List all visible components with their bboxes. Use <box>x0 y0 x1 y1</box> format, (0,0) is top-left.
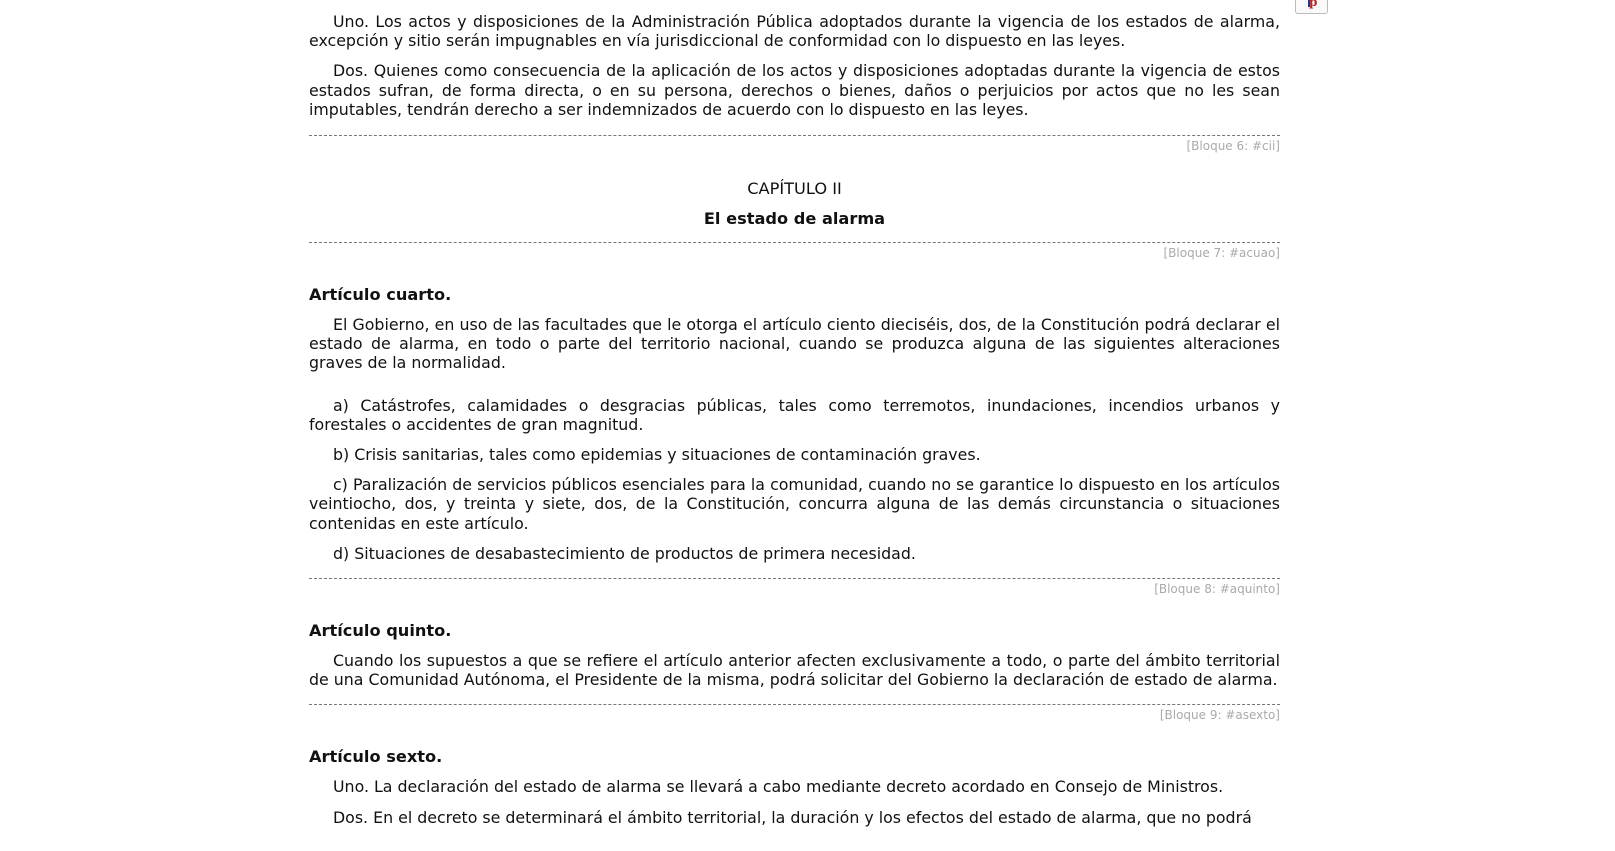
article-cuarto-intro: El Gobierno, en uso de las facultades que le otorga el artículo ciento dieciséis, dos, de la Constitución podrá declarar el estado de alarma, en todo o parte del territorio nacional, cuando se produzca alguna de las siguientes alteraciones graves de la normalidad. <box>309 315 1280 373</box>
article-cuarto-item-c: c) Paralización de servicios públicos esenciales para la comunidad, cuando no se garantice lo dispuesto en los artículos veintiocho, dos, y treinta y siete, dos, de la Constitución, concurra alguna de las demás circunstancia o situaciones contenidas en este artículo. <box>309 475 1280 533</box>
article-cuarto-item-a: a) Catástrofes, calamidades o desgracias públicas, tales como terremotos, inundaciones, incendios urbanos y forestales o accidentes de gran magnitud. <box>309 395 1280 434</box>
chapter-title: El estado de alarma <box>703 209 886 229</box>
block-label[interactable]: [Bloque 7: #acuao] <box>1163 246 1280 261</box>
share-icon[interactable] <box>1295 0 1328 14</box>
share-icon-glyph: p <box>1309 0 1318 9</box>
paragraph-prev-uno: Uno. Los actos y disposiciones de la Administración Pública adoptados durante la vigencia de los estados de alarma, excepción y sitio serán impugnables en vía jurisdiccional de conformidad con lo dispuesto en las leyes. <box>309 12 1280 51</box>
chapter-label: CAPÍTULO II <box>747 179 842 199</box>
block-divider <box>309 135 1280 136</box>
document-body <box>309 0 1280 827</box>
block-divider <box>309 242 1280 243</box>
block-label[interactable]: [Bloque 6: #cii] <box>1186 139 1280 154</box>
article-sexto-uno: Uno. La declaración del estado de alarma se llevará a cabo mediante decreto acordado en Consejo de Ministros. <box>333 777 1224 797</box>
article-quinto-text: Cuando los supuestos a que se refiere el artículo anterior afecten exclusivamente a todo, o parte del ámbito territorial de una Comunidad Autónoma, el Presidente de la misma, podrá solicitar del Gobierno la declaración de estado de alarma. <box>309 651 1280 690</box>
block-label[interactable]: [Bloque 9: #asexto] <box>1159 708 1280 723</box>
article-heading-quinto: Artículo quinto. <box>309 621 452 641</box>
article-cuarto-item-d: d) Situaciones de desabastecimiento de productos de primera necesidad. <box>333 543 916 563</box>
block-label[interactable]: [Bloque 8: #aquinto] <box>1154 582 1280 597</box>
paragraph-prev-dos: Dos. Quienes como consecuencia de la aplicación de los actos y disposiciones adoptadas durante la vigencia de estos estados sufran, de forma directa, o en su persona, derechos o bienes, daños o perjuicios por actos que no les sean imputables, tendrán derecho a ser indemnizados de acuerdo con lo dispuesto en las leyes. <box>309 61 1280 119</box>
article-cuarto-item-b: b) Crisis sanitarias, tales como epidemias y situaciones de contaminación graves. <box>333 445 981 465</box>
article-heading-cuarto: Artículo cuarto. <box>309 285 452 305</box>
article-sexto-dos: Dos. En el decreto se determinará el ámbito territorial, la duración y los efectos del estado de alarma, que no podrá <box>333 807 1252 827</box>
block-divider <box>309 578 1280 579</box>
block-divider <box>309 704 1280 705</box>
article-heading-sexto: Artículo sexto. <box>309 747 443 767</box>
